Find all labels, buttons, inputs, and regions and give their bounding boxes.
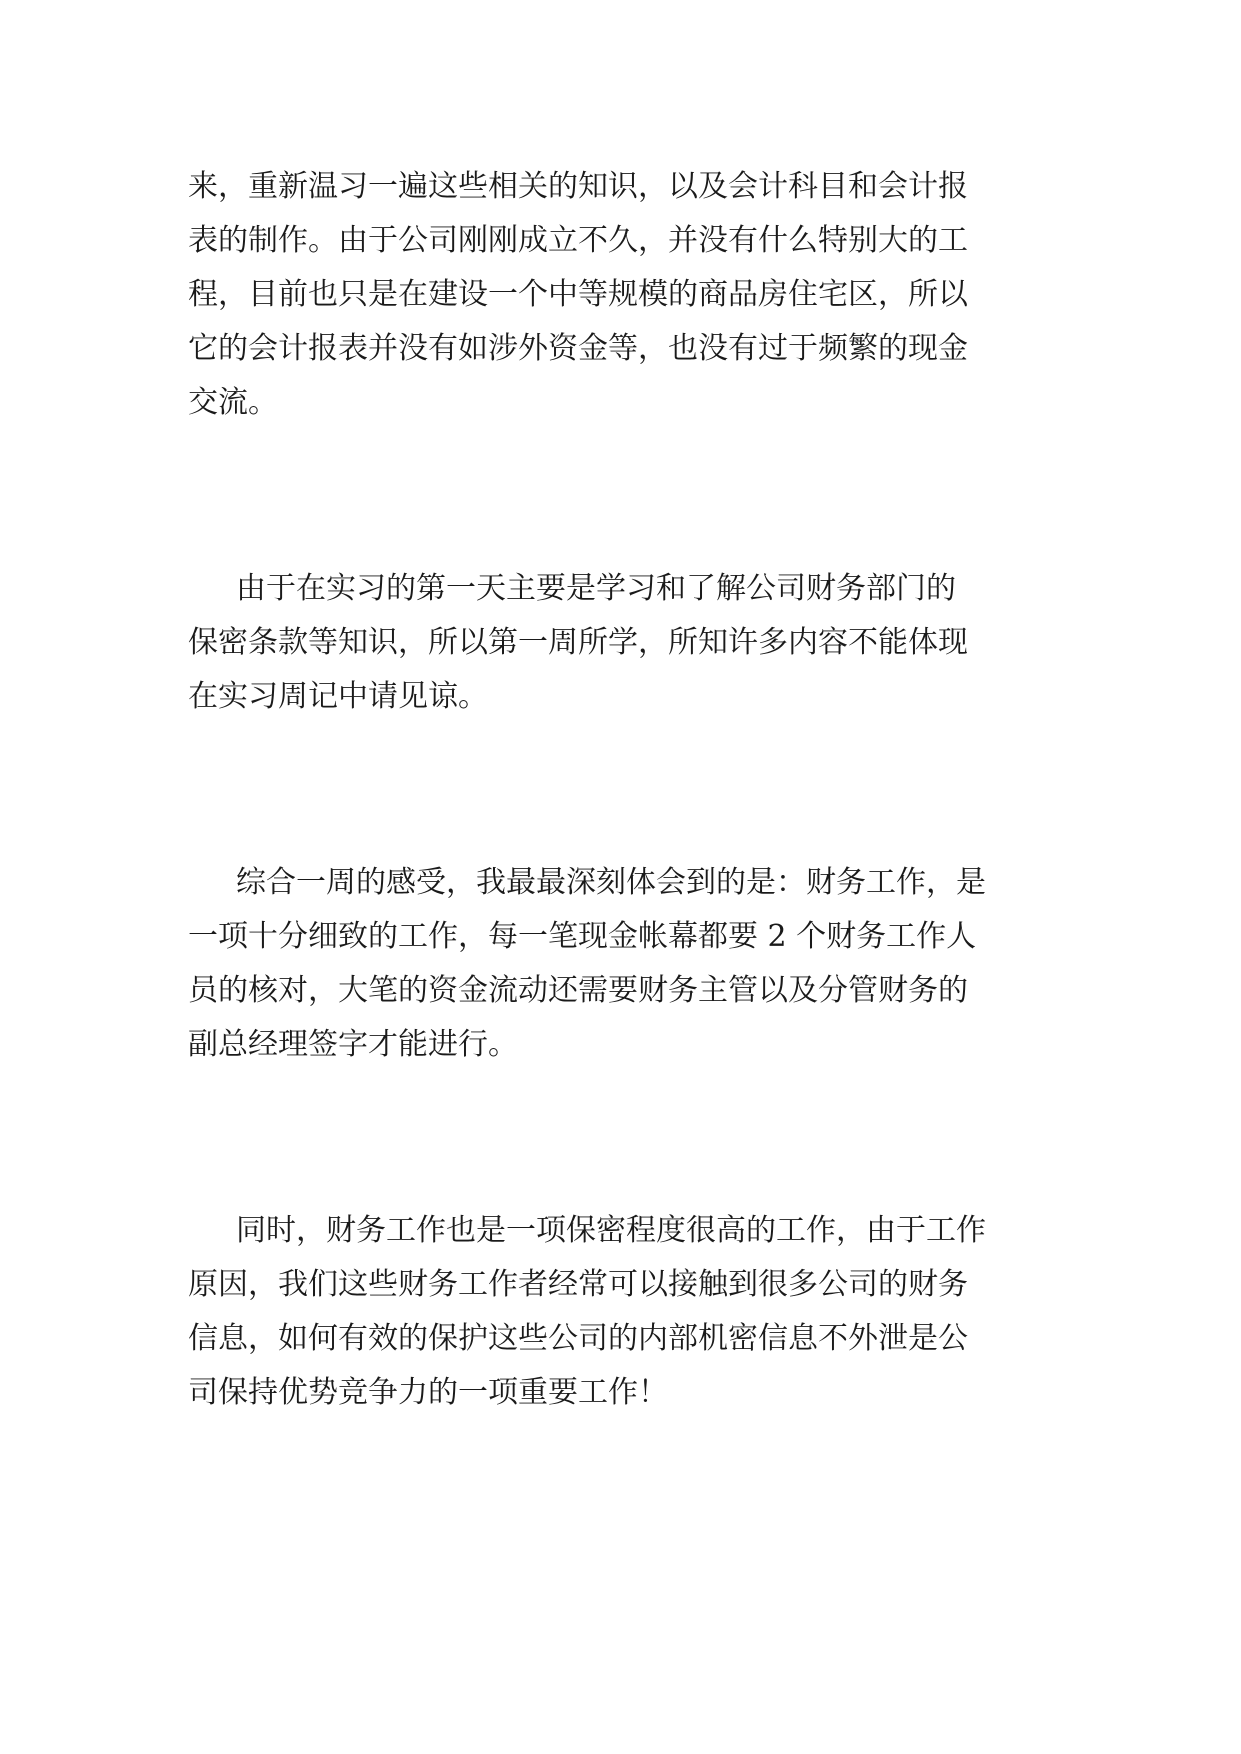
paragraph-3-line-4: 副总经理签字才能进行。 [188,1027,518,1062]
paragraph-1-line-1: 来，重新温习一遍这些相关的知识，以及会计科目和会计报 [188,169,968,204]
paragraph-4-line-4: 司保持优势竞争力的一项重要工作！ [188,1375,668,1410]
paragraph-2-line-1: 由于在实习的第一天主要是学习和了解公司财务部门的 [236,571,956,606]
paragraph-1-line-4: 它的会计报表并没有如涉外资金等，也没有过于频繁的现金 [188,331,968,366]
paragraph-4-line-3: 信息，如何有效的保护这些公司的内部机密信息不外泄是公 [188,1321,968,1356]
paragraph-2-line-2: 保密条款等知识，所以第一周所学，所知许多内容不能体现 [188,625,968,660]
paragraph-1-line-5: 交流。 [188,385,278,420]
paragraph-1-line-2: 表的制作。由于公司刚刚成立不久，并没有什么特别大的工 [188,223,968,258]
paragraph-2-line-3: 在实习周记中请见谅。 [188,679,488,714]
paragraph-3-line-2: 一项十分细致的工作，每一笔现金帐幕都要 2 个财务工作人 [188,919,977,954]
paragraph-4-line-1: 同时，财务工作也是一项保密程度很高的工作，由于工作 [236,1213,986,1248]
paragraph-1-line-3: 程，目前也只是在建设一个中等规模的商品房住宅区，所以 [188,277,968,312]
paragraph-3-line-3: 员的核对，大笔的资金流动还需要财务主管以及分管财务的 [188,973,968,1008]
paragraph-4-line-2: 原因，我们这些财务工作者经常可以接触到很多公司的财务 [188,1267,968,1302]
paragraph-3-line-1: 综合一周的感受，我最最深刻体会到的是：财务工作，是 [236,865,986,900]
